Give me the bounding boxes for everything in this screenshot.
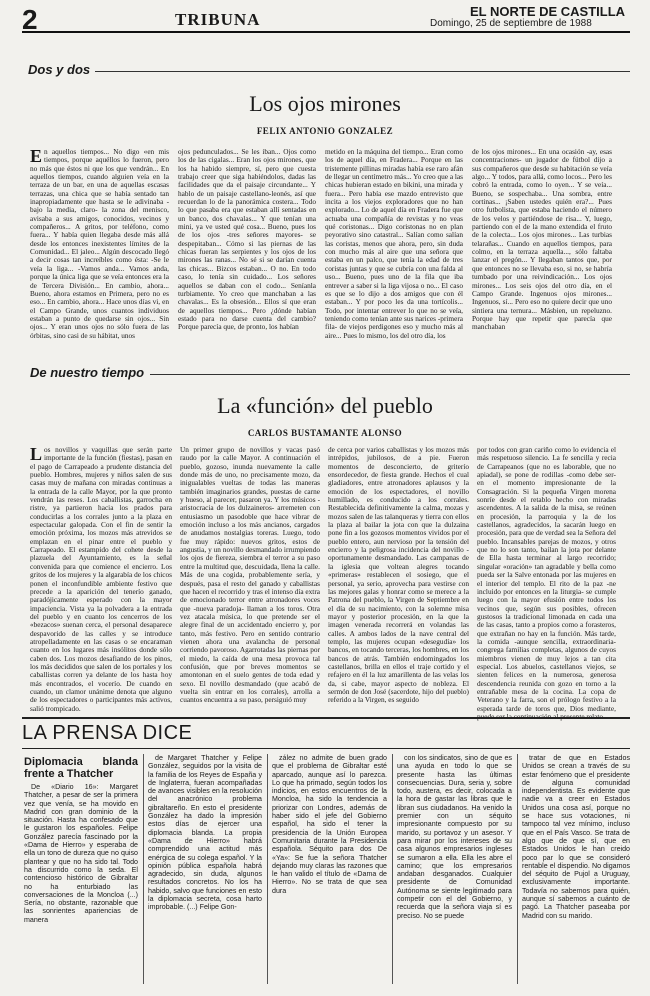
section-rule [22,717,630,719]
prensa-column-5 [522,754,630,986]
article1-column-2 [178,148,316,355]
kicker-rule [150,374,630,375]
prensa-column-1 [24,754,138,986]
article1-column-4 [472,148,612,355]
prensa-article1-title: Diplomacia blanda frente a Thatcher [24,756,138,780]
prensa-column-1-text: De «Diario 16»: Margaret Thatcher, a pesar de ser la primera vez que venía, se ha movido en Madrid con gran dominio de la situación. Hasta ha confesado que le gustaron los españoles. Felipe González parecía fascinado por la «Dama de Hierro» y esperaba de ella un tono de dureza que no quiso plantear y que no ha sido tal. Todo ha discurrido como la seda. El contencioso histórico de Gibraltar no ha enturbiado las conversaciones de la Moncloa (...) Sería, no obstante, razonable que las sonrientes apariencias de manera [24,783,138,924]
article1-column-2-text: ojos pedunculados... Se les iban... Ojos como los de las cigalas... Eran los ojos mirones, que los ha habido siempre, sí, pero que cuesta trabajo creer que siga habiéndolos, dadas las facilidades que da el paisaje circundante... Y hablo de un paisaje castellano-leonés, así que recuerdan lo de la panorámica costera... Todo lo que pasaba era que estaban allí sentadas en un banco, dos chavalas... Y que tenían una mini, ya ve usted qué cosa... Bueno, pues los de los ojos -tres señores mayores- se despepitaban... Cómo si las piernas de las chicas fueran las serpientes y los ojos de los mirones las ranas... No sé si se darían cuenta las chicas... Bizcos estaban... O no. En todo caso, lo tenía sin cuidado... Los señores aquellos se daban con el codo... Seníanla turbiamente. Yo creo que manchaban a las chavalas... Es la obsesión... Ellos sí que eran de aquellos tiempos... Pero ¿dónde habían estado para no darse cuenta del cambio? Porque parecía que, de pronto, los habían [178,147,316,332]
article1-title: Los ojos mirones [249,91,401,116]
article2-kicker: De nuestro tiempo [30,365,145,380]
article2-dropcap: L [30,444,43,464]
article1-column-1 [30,148,169,355]
article1-column-1-text: n aquellos tiempos... No digo «en mis tiempos, porque aquéllos lo fueron, pero no más que éstos ni que los que vendrán... En aquellos tiempos, cuando alguien veía en la terraza de un bar, en una de aquellas escasas terrazas, una chica que se había sentado tan inapropiadamente que hasta se le adivinaba -bajo la media, claro- la zona del menisco, avisaba a sus amigos, conocidos, vecinos y compañeros... A gritos, por teléfono, como fuera... Y había quien llegaba desde más allá desde los entonces inexistentes límites de la Comunidad... El jaleo... Algún descocado llegó a decir cosas tan increíbles como ésta: -Se le veía la liga... -Vamos anda... Vamos anda, porque la única liga que se veía entonces era la de Tercera División... En cambio, ahora... Bueno, ahora estamos en Primera, pero no es eso... En cambio, ahora... Hace unos días vi, en el Campo Grande, unos cuantos individuos estaban a punto de quedarse sin ojos... Sin ojos... Y eran unos ojos no sólo fuera de las órbitas, sino casi de su hábitat, unos [30,147,169,340]
kicker-rule [95,71,630,72]
prensa-column-2-text: de Margaret Thatcher y Felipe González, seguidos por la visita de la familia de los Reyes de España y de Inglaterra, fueran acompañadas de avances visibles en la resolución del anacrónico problema gibraltareño. En esto el presidente González ha dado la impresión estos días de ejercer una diplomacia blanda. La propia «Dama de Hierro» habrá comprendido una actitud más enérgica de su colega español. Y la opinión pública española habrá agradecido, sin duda, algunos resultados concretos. No los ha habido, salvo que funciones en esto la diplomacia secreta, cosa harto improbable. (...) Felipe Gon- [148,754,262,912]
article2-title: La «función» del pueblo [217,393,433,418]
prensa-column-4 [397,754,512,986]
article1-kicker: Dos y dos [28,62,91,77]
article2-column-4-text: por todos con gran cariño como lo evidencia el más respetuoso silencio. La fe sencilla y recia de Carrapeanos (que no es laborable, que no apiadal), se pone de rodillas -como debe ser- en el momento impresionante de la Consagración. Si la pequeña Virgen morena sonríe desde el retablo hecho con miradas ascendentes. A la salida de la misa, se reúnen en procesión, la parroquia y la de los castellanos, agradecidos, la sacarán luego en procesión, para que de verdad sea la Señora del pueblo. Incansables parejas de mozos, y otros que no lo son tanto, bailan la jota por delante de Ella hasta terminar al largo recorrido; singular «oración» tan agradable y bella como pueda ser la Salve entonada por las mujeres en el interior del templo. El rito de la paz -ne incluido por entonces en la liturgia- se cumple luego con la mayor efusión entre todos los vecinos que, según sus posibles, ofrecen gustosos la tradicional limonada en cada una de las casas, tanto a propios como a forasteros, que extrañan no hay en la función. Más tarde, la comida -aunque sencilla, extraordinaria- congrega familias completas, algunos de cuyos miembros vienen de muy lejos a tan cita especial. Los abuelos, castellanos viejos, se sienten felices en la numerosa, generosa descendencia reunida con gozo en torno a la entrañable mesa de la cocina. La copa de Veterano y la farra, son el prólogo festivo a la esperada tarde de toros que, Dios mediante, puede ser la continuación al presente relato. [477,445,616,721]
column-divider [267,754,268,984]
article2-column-4 [477,445,616,721]
prensa-column-4-text: con los sindicatos, sino de que es una ayuda en todo lo que se presente hasta las últimas consecuencias. Dura, seria y, sobre todo, austera, es decir, colocada a la hora de gastar las libras que le libran sus ciudadanos. Ha venido la premier con un séquito impresionante compuesto por su marido, su portavoz y un asesor. Y para mirar por los intereses de su casa algunos empresarios ingleses se sumaron a ella. Ella les abre el camino; que los empresarios andaban desganados. Cualquier presidente de Comunidad Autónoma se siente legitimado para competir con el del Gobierno, y recuerda que la señora viaja sí es preciso. No se puede [397,754,512,920]
article2-column-1-text: os novillos y vaquillas que serán parte importante de la función (fiestas), pasan en el pago de Carrapeado a prudente distancia del pueblo. Hombres, mujeres y niños salen de sus casas muy de mañana con miradas continuas a la entrada de la calle Mayor, por la que pronto vendrán las reses. Los caballistas, garrocha en ristre, ya partieron hacia los prados para conducirlas a los corrales junto a la plaza en espectacular galopada. Con el fin de sentir la emoción próxima, los mozos más atrevidos se emplazan en el pinar entre el pueblo y Carrapeado. El estampido del cohete desde la plazuela del Ayuntamiento, es la señal convenida para que comience el encierro. Los gritos de los mujeres y la algarabía de los chicos ponen el inconfundible ambiente festivo que precede a la aparición del tenerío ganado, paradójicamente esperado con la mayor impaciencia. Vista ya la polvadera a la entrada del pueblo y en cuanto los cencerros de los «bezacos» suenan cerca, el personal desaparece despavorido de las calles y se introduce atropelladamente en las casas o se encaraman cuanto en los lugares más insólitos donde sólo caben dos. Los mozos desafiando de los pinos, los más decididos que salen de los portales y los caballistas corren ya delante de los hasta hoy más encontrados, el vocerío. De cuando en cuando, un clamor unánime denota que alguno de los espectadores o participantes más activos, salió trompicado. [30,445,172,713]
article2-author: CARLOS BUSTAMANTE ALONSO [247,428,403,438]
article2-column-3-text: de cerca por varios caballistas y los mozos más intrépidos, jubilosos, de a pie. Fueron momentos de desconcierto, de griterío ensordecedor, de fiesta grande. Hechos el cual gladiadores, entre atronadores aplausos y la emoción de los espectadores, el novillo humillado, es conducido a los corrales. Restablecida definitivamente la calma, mozas y mozos salen de las talanqueras y tierra con ellos la plaza al bailar la jota con que la dulzaina pone fin a los gozosos momentos vividos por el pueblo entero, aun nervioso por la tensión del encierro y la peligrosa incidencia del novillo -oportunamente desmandado. Las campanas de la iglesia que voltean alegres tocando «primeras» restablecen el sosiego, que el personal, ya serio, aprovecha para vestirse con las mejores galas y honrar como se merece a la Patrona del pueblo, la Virgen de Septiembre en el día de su nacimiento, con la solemne misa mayor y posterior procesión, en la que la imagen venerada recorrerá en volandas las calles. A ambos lados de la nave central del templo, las mujeres ocupan «desegudía» los bancos, en tocando terceras, los hombres, en los bancos de atrás. También endomingados los castellanos, brilla en ellos el traje cortido y el refajero en él la luz amarillenta de las velas los da, si cabe, mayor aspecto de nobleza. El sermón de don José (sacerdote, hijo del pueblo) referido a la Virgen, es seguido [328,445,469,705]
header-rule [22,31,630,33]
newspaper-name: EL NORTE DE CASTILLA [470,4,626,19]
article2-column-1 [30,444,172,713]
page-number: 2 [22,4,38,35]
prensa-section-title: LA PRENSA DICE [22,722,193,744]
article1-column-3-text: metido en la máquina del tiempo... Eran como los de aquel día, en Fradera... Porque en las tristemente pillinas miradas había ese raro afán de llegar un centímetro más... Yo creo que a las chicas hubieran estado en bikini, una mirada y fuera... Pero había ese mazdo entrevisto que incita a los viejos exploradores que no han explorado... Lo de aquel día en Fradera fue que actuaba una compañía de revistas y no veas qué coristonas... Digo coristonas no en plan peyorativo sino catastral... Salían como salían las coristas, menos que ahora, pero, sin duda con mucho más al aire que una señora que estaba en un palco, que tenía la edad de tres coristas juntas y que se cubría con una falda al uso... Bueno, pues uno de la fila que iba entrever a saber si la liga vijosa o no... El caso es que se lo dijo a dos amigos que con él estaban... Y por poco les da una tortícolis... Todo, por intentar entrever lo que no se veía, teniendo como tenían ante sus narices -primera fila- de viejos perdigones eso y mucho más al aire... Pues lo mismo, los del otro día, los [325,147,463,340]
prensa-column-3-text: zález no admite de buen grado que el problema de Gibraltar esté aparcado, aunque así lo parezca. Lo que ha primado, según todos los indicios, en estos encuentros de la Moncloa, ha sido la tendencia a priorizar con Londres, además de haber sido el jefe del Gobierno español, ha sido el tener la presidencia de la Unión Europea Comunitaria durante la Presidencia española. Séquito para dos De «Ya»: Se fue la señora Thatcher dejando muy claras las razones que le han valido el título de «Dama de Hierro». No se trata de que sea dura [272,754,387,895]
issue-date: Domingo, 25 de septiembre de 1988 [430,18,592,29]
column-divider [517,754,518,984]
prensa-column-5-text: tratar de que en Estados Unidos se crean a través de su estar fenómeno que el presidente de alguna comunidad independentista. Es evidente que nadie va a creer en Estados Unidos una cosa así, porque no se hace sus votaciones, ni tampoco tal vez mínimo, incluso que en el País Vasco. Se trata de algo que de que sí, que en Estados Unidos le han creido poco par lo que se consideró rentable el dispendio. No digamos del séquito de Pujol a Uruguay, exclusivamente importante. Todavía no sabemos para quién, aunque sí sabemos a cuánto de pagó. La Thatcher paseaba por Madrid con su marido. [522,754,630,920]
article2-column-2-text: Un primer grupo de novillos y vacas pasó raudo por la calle Mayor. A continuación el pueblo, gozoso, inunda nuevamente la calle donde más de uno, no precisamente mozo, da inigualables vueltas de todas las maneras también imaginarios grandes, puestas de carne y hueso, al parecer, pasaron ya. Y los músicos -aristocracia de los dulzaineros- arremeten con entusiasmo un pasodoble que hace vibrar de emoción incluso a los más ancianos, cargados de anudamos nostalgias toreras. Luego, todo fue muy rápido: nuevos gritos, estos de angustia, y un novillo desmandado irrumpiendo los ojos de fiereza, siembra el terror a su paso entre la multitud que, descuidada, llena la calle. Más de una cogida, probablemente sería, y después, pasa el resto del ganado y caballistas que hacen el recorrido y tras el intenso día extra de emocionado terror entre atronadores voces que -nueva paradoja- llaman a los toros. Otra vez atacala música, lo que pretende ser el alegre final de un accidentado encierro y, por tanto, más festivo. Pero en sentido contrario vienen ahora una avalancha de personal corriendo pavoroso. Agarrotadas las piernas por el miedo, la caída de una mesa provoca tal confusión, que por breves momentos se amontonan en el suelo gentes de toda edad y sexo. El novillo desmandado (que acabó de vuelta sin entrar en los corrales), arrolla a cuantos encuentra a su paso, persiguió muy [180,445,320,705]
column-divider [392,754,393,984]
article1-dropcap: E [30,146,43,166]
article1-column-3 [325,148,463,355]
article2-column-2 [180,446,320,708]
prensa-column-3 [272,754,387,986]
section-name: TRIBUNA [175,10,261,29]
article1-author: FELIX ANTONIO GONZALEZ [256,126,394,136]
prensa-column-2 [148,754,262,986]
column-divider [143,754,144,984]
article2-column-3 [328,446,469,708]
article1-column-4-text: de los ojos mirones... En una ocasión -ay, esas concentraciones- un jugador de fútbol dijo a sus compañeros que desde su habitación se veía algo... Y todos, para allá, como locos... Pero les cobró la entrada, como lo oyen... Y se veía... Bueno, se sospechaba... Una sombra, entre cortinas... ¡Saben ustedes quién era?... Pues otro futbolista, que estaba haciendo el número de los velos y partiéndose de risa... Y, luego, partiendo con el de la mano extendida el fruto de la colecta... Los ojos mirones... Las turbias telarañas... Cuando en aquellos tiempos, para colmo, en la terraza aquella..., sólo faltaba lanzar el pregón... Y llegaban tantos que, por que entonces no se llevaba eso, si no, se habría tumbado por una reivindicación... Los ojos mirones... Los seis ojos del otro día, en el Campo Grande. Ingenuos ojos mirones... Ingenuos, sí... Pero eso no quiere decir que uno sintiera una ternura... Másbien, un repeluzno. Porque hay que repetir que parecía que manchaban [472,147,612,332]
section-rule [22,748,630,749]
